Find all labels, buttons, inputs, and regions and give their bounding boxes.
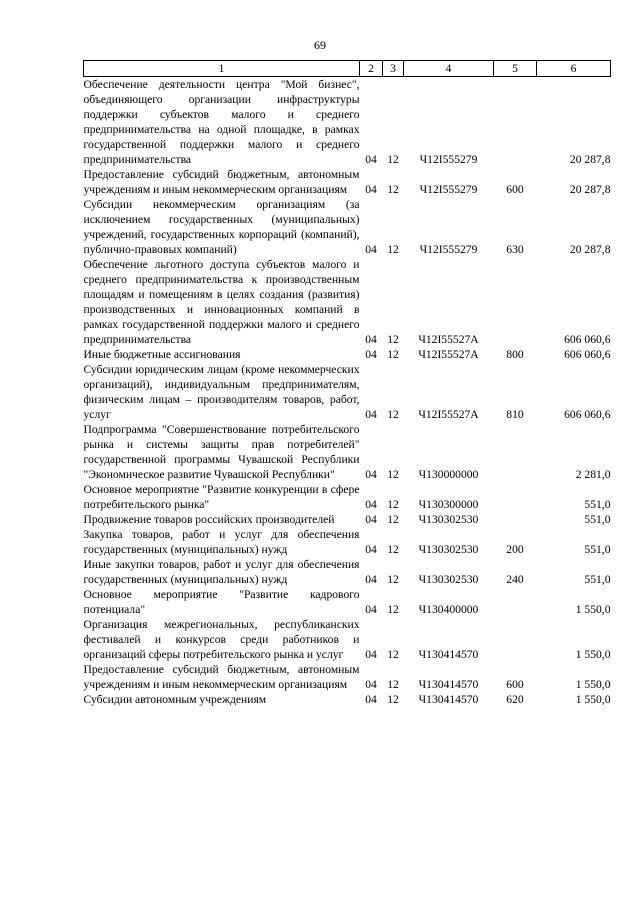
table-row — [84, 512, 611, 527]
table-row — [84, 422, 611, 482]
row-expense-group: 600 — [506, 678, 524, 691]
row-target-article: Ч12I555279 — [419, 153, 478, 166]
row-target-article: Ч12I55527А — [418, 333, 479, 346]
row-target-article: Ч12I55527А — [418, 348, 479, 361]
table-row — [84, 77, 611, 168]
row-amount: 20 287,8 — [569, 243, 611, 256]
table-row — [84, 662, 611, 692]
row-expense-group: 240 — [506, 573, 524, 586]
row-name: Обеспечение льготного доступа субъектов малого и среднего предпринимательства к производственным площадям и помещениям в целях создания (развития) производственных и инновационных компаний в рамках государственной поддержки малого и среднего предпринимательства — [83, 258, 360, 346]
row-target-article: Ч12I55527А — [418, 408, 479, 421]
row-expense-group: 200 — [506, 543, 524, 556]
row-expense-group — [494, 422, 537, 482]
row-name: Иные бюджетные ассигнования — [83, 348, 241, 361]
row-section: 04 — [365, 348, 377, 361]
row-target-article: Ч12I555279 — [419, 243, 478, 256]
row-name: Субсидии юридическим лицам (кроме некоммерческих организаций), индивидуальным предпринимателям, физическим лицам – производителям товаров, работ, услуг — [83, 363, 360, 421]
table-row — [84, 692, 611, 707]
row-name: Субсидии автономным учреждениям — [83, 693, 267, 706]
row-subsection: 12 — [387, 408, 399, 421]
row-section: 04 — [365, 543, 377, 556]
table-row — [84, 587, 611, 617]
row-amount: 606 060,6 — [564, 348, 611, 361]
row-name: Основное мероприятие "Развитие кадрового потенциала" — [83, 588, 360, 616]
row-subsection: 12 — [387, 243, 399, 256]
row-section: 04 — [365, 498, 377, 511]
row-target-article: Ч130300000 — [418, 498, 479, 511]
row-section: 04 — [365, 678, 377, 691]
row-name: Обеспечение деятельности центра "Мой бизнес", объединяющего организации инфраструктуры поддержки субъектов малого и среднего предпринимательства на одной площадке, в рамках государственной поддержки малого и среднего предпринимательства — [83, 78, 360, 166]
table-row — [84, 527, 611, 557]
table-row — [84, 197, 611, 257]
row-name: Предоставление субсидий бюджетным, автономным учреждениям и иным некоммерческим организациям — [83, 663, 360, 691]
row-subsection: 12 — [387, 678, 399, 691]
row-target-article: Ч130302530 — [418, 513, 479, 526]
row-expense-group: 800 — [506, 348, 524, 361]
header-col-6: 6 — [537, 61, 611, 77]
row-amount: 551,0 — [584, 513, 611, 526]
row-amount: 1 550,0 — [575, 603, 611, 616]
row-section: 04 — [365, 333, 377, 346]
row-section: 04 — [365, 468, 377, 481]
page-number: 69 — [314, 38, 326, 52]
row-amount: 606 060,6 — [564, 408, 611, 421]
header-col-1: 1 — [84, 61, 360, 77]
row-section: 04 — [365, 693, 377, 706]
table-header — [84, 61, 611, 77]
row-amount: 551,0 — [584, 543, 611, 556]
row-name: Предоставление субсидий бюджетным, автономным учреждениям и иным некоммерческим организациям — [83, 168, 360, 196]
row-name: Субсидии некоммерческим организациям (за исключением государственных (муниципальных) учреждений, государственных корпораций (компаний), публично-правовых компаний) — [83, 198, 360, 256]
row-amount: 2 281,0 — [575, 468, 611, 481]
row-target-article: Ч12I555279 — [419, 183, 478, 196]
row-expense-group — [494, 617, 537, 662]
row-amount: 20 287,8 — [569, 153, 611, 166]
row-amount: 551,0 — [584, 498, 611, 511]
row-section: 04 — [365, 408, 377, 421]
row-target-article: Ч130000000 — [418, 468, 479, 481]
row-subsection: 12 — [387, 498, 399, 511]
row-subsection: 12 — [387, 693, 399, 706]
header-row — [84, 61, 611, 77]
table-row — [84, 257, 611, 347]
row-subsection: 12 — [387, 648, 399, 661]
row-name: Основное мероприятие "Развитие конкуренции в сфере потребительского рынка" — [83, 483, 360, 511]
table-row — [84, 482, 611, 512]
row-amount: 551,0 — [584, 573, 611, 586]
row-expense-group — [494, 257, 537, 347]
row-name: Иные закупки товаров, работ и услуг для обеспечения государственных (муниципальных) нужд — [83, 558, 360, 586]
table-row — [84, 617, 611, 662]
row-target-article: Ч130302530 — [418, 573, 479, 586]
row-subsection: 12 — [387, 153, 399, 166]
row-section: 04 — [365, 573, 377, 586]
header-col-3: 3 — [383, 61, 404, 77]
row-subsection: 12 — [387, 183, 399, 196]
row-expense-group: 600 — [506, 183, 524, 196]
table-row — [84, 362, 611, 422]
row-name: Продвижение товаров российских производителей — [83, 513, 335, 526]
row-amount: 1 550,0 — [575, 648, 611, 661]
header-col-5: 5 — [494, 61, 537, 77]
table-row — [84, 557, 611, 587]
row-name: Организация межрегиональных, республиканских фестивалей и конкурсов среди работников и организаций сферы потребительского рынка и услуг — [83, 618, 360, 661]
row-amount: 606 060,6 — [564, 333, 611, 346]
row-subsection: 12 — [387, 468, 399, 481]
row-name: Подпрограмма "Совершенствование потребительского рынка и системы защиты прав потребителей" государственной программы Чувашской Республики "Экономическое развитие Чувашской Республики" — [83, 423, 360, 481]
row-section: 04 — [365, 648, 377, 661]
row-name: Закупка товаров, работ и услуг для обеспечения государственных (муниципальных) нужд — [83, 528, 360, 556]
row-section: 04 — [365, 183, 377, 196]
table-row — [84, 347, 611, 362]
row-expense-group — [494, 482, 537, 512]
row-subsection: 12 — [387, 348, 399, 361]
header-col-2: 2 — [360, 61, 383, 77]
row-expense-group — [494, 77, 537, 168]
row-target-article: Ч130414570 — [418, 678, 479, 691]
row-subsection: 12 — [387, 333, 399, 346]
row-expense-group: 810 — [506, 408, 524, 421]
row-target-article: Ч130302530 — [418, 543, 479, 556]
row-target-article: Ч130414570 — [418, 648, 479, 661]
table-row — [84, 167, 611, 197]
table-body — [84, 77, 611, 708]
row-subsection: 12 — [387, 603, 399, 616]
row-amount: 1 550,0 — [575, 693, 611, 706]
row-subsection: 12 — [387, 543, 399, 556]
row-amount: 20 287,8 — [569, 183, 611, 196]
row-expense-group — [494, 587, 537, 617]
header-col-4: 4 — [404, 61, 494, 77]
row-subsection: 12 — [387, 513, 399, 526]
row-section: 04 — [365, 603, 377, 616]
row-section: 04 — [365, 513, 377, 526]
row-amount: 1 550,0 — [575, 678, 611, 691]
row-expense-group — [494, 512, 537, 527]
row-subsection: 12 — [387, 573, 399, 586]
row-expense-group: 620 — [506, 693, 524, 706]
row-expense-group: 630 — [506, 243, 524, 256]
budget-table — [83, 60, 611, 707]
row-section: 04 — [365, 243, 377, 256]
row-target-article: Ч130400000 — [418, 603, 479, 616]
row-section: 04 — [365, 153, 377, 166]
row-target-article: Ч130414570 — [418, 693, 479, 706]
